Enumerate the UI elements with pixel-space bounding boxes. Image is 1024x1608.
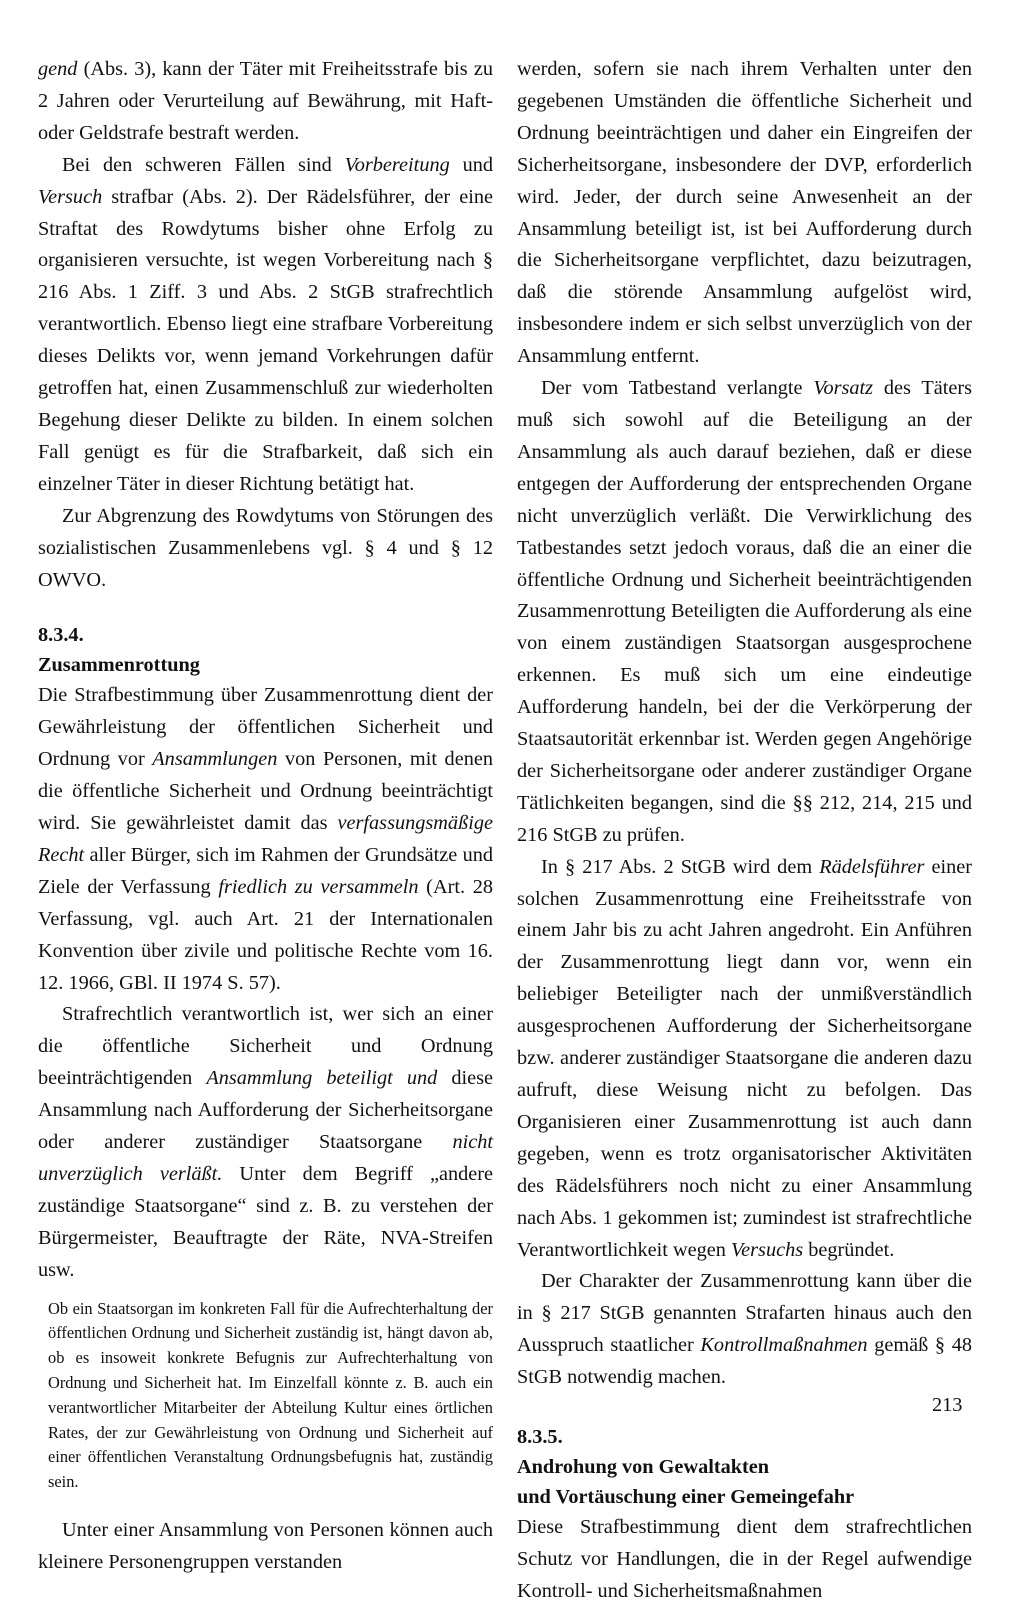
paragraph <box>517 852 972 1267</box>
left-column <box>38 54 493 1579</box>
paragraph <box>38 54 493 150</box>
text-run: und <box>449 153 493 176</box>
text-run: werden, sofern sie nach ihrem Verhalten unter den gegebenen Umständen die öffentliche Sicherheit und Ordnung beeinträchtigen und daher ein Eingreifen der Sicherheitsorgane, insbesondere der DVP, erforderlich wird. Jeder, der durch seine Anwesenheit an der Ansammlung beteiligt ist, ist bei Aufforderung durch die Sicherheitsorgane verpflichtet, dazu beizutragen, daß die störende Ansammlung aufgelöst wird, insbesondere indem er sich selbst unverzüglich von der Ansammlung entfernt. <box>517 58 972 368</box>
paragraph <box>38 680 493 999</box>
text-run: Unter einer Ansammlung von Personen können auch kleinere Personengruppen verstanden <box>38 1519 493 1573</box>
emphasis-text: gend <box>38 58 78 80</box>
section-title: Androhung von Gewaltakten <box>517 1456 770 1479</box>
section-number: 8.3.5. <box>517 1426 563 1449</box>
paragraph <box>517 373 972 852</box>
emphasis-text: Rädelsführer <box>819 855 925 878</box>
right-column <box>517 54 972 1608</box>
text-run: Bei den schweren Fällen sind <box>62 153 345 176</box>
section-title: Zusammenrottung <box>38 654 200 677</box>
text-run: begründet. <box>803 1238 895 1261</box>
small-print-note <box>48 1297 493 1495</box>
text-run: Unter dem Begriff „andere zuständige Staatsorgane“ sind z. B. zu verstehen der Bürgermeister, Beauftragte der Räte, NVA-Streifen usw. <box>38 1163 493 1281</box>
paragraph <box>38 150 493 501</box>
emphasis-text: Ansammlungen <box>152 748 278 771</box>
paragraph <box>38 1515 493 1579</box>
emphasis-text: nicht unverzüglich verläßt. <box>38 1131 493 1185</box>
text-run: In § 217 Abs. 2 StGB wird dem <box>541 855 820 878</box>
emphasis-text: Versuch <box>38 185 103 208</box>
text-run: einer solchen Zusammenrottung eine Freiheitsstrafe von einem Jahr bis zu acht Jahren angedroht. Ein Anführen der Zusammenrottung liegt dann vor, wenn ein beliebiger Beteiligter nach der unmißverständlich ausgesprochenen Aufforderung der Sicherheitsorgane bzw. anderer zuständiger Staatsorgane die anderen dazu aufruft, diese Weisung nicht zu befolgen. Das Organisieren einer Zusammenrottung ist auch dann gegeben, wenn es trotz organisatorischer Aktivitäten des Rädelsführers noch nicht zu einer Ansammlung nach Abs. 1 gekommen ist; zumindest ist strafrechtliche Verantwortlichkeit wegen <box>517 855 972 1261</box>
section-title: und Vortäuschung einer Gemeingefahr <box>517 1486 855 1509</box>
text-run: (Abs. 3), kann der Täter mit Freiheitsstrafe bis zu 2 Jahren oder Verurteilung auf Bewährung, mit Haft- oder Geldstrafe bestraft werden. <box>38 58 493 144</box>
text-run: Der Charakter der Zusammenrottung kann über die in § 217 StGB genannten Strafarten hinaus auch den Ausspruch staatlicher <box>517 1270 972 1357</box>
paragraph <box>38 501 493 597</box>
paragraph <box>517 1266 972 1394</box>
text-run: Der vom Tatbestand verlangte <box>541 377 814 400</box>
text-run: (Art. 28 Verfassung, vgl. auch Art. 21 der Internationalen Konvention über zivile und politische Rechte vom 16. 12. 1966, GBl. II 1974 S. 57). <box>38 875 494 994</box>
text-run: des Täters muß sich sowohl auf die Beteiligung an der Ansammlung als auch darauf beziehen, daß er diese entgegen der Aufforderung der entsprechenden Organe nicht unverzüglich verläßt. Die Verwirklichung des Tatbestandes setzt jedoch voraus, daß die an einer die öffentliche Ordnung und Sicherheit beeinträchtigenden Zusammenrottung Beteiligten die Aufforderung als eine von einem zuständigen Staatsorgan ausgesprochene erkennen. Es muß sich um eine eindeutige Aufforderung handeln, bei der die Verkörperung der Staatsautorität erkennbar ist. Werden gegen Angehörige der Sicherheitsorgane oder anderer zuständiger Organe Tätlichkeiten begangen, sind die §§ 212, 214, 215 und 216 StGB zu prüfen. <box>517 377 972 846</box>
text-run: gemäß § 48 StGB notwendig machen. <box>517 1334 972 1389</box>
text-run: Zur Abgrenzung des Rowdytums von Störungen des sozialistischen Zusammenlebens vgl. § 4 und § 12 OWVO. <box>38 504 493 591</box>
text-run: strafbar (Abs. 2). Der Rädelsführer, der eine Straftat des Rowdytums bisher ohne Erfolg zu organisieren versuchte, ist wegen Vorbereitung nach § 216 Abs. 1 Ziff. 3 und Abs. 2 StGB strafrechtlich verantwortlich. Ebenso liegt eine strafbare Vorbereitung dieses Delikts vor, wenn jemand Vorkehrungen dafür getroffen hat, einen Zusammenschluß zur wiederholten Begehung dieser Delikte zu bilden. In einem solchen Fall genügt es für die Strafbarkeit, daß sich ein einzelner Täter in dieser Richtung betätigt hat. <box>38 185 493 495</box>
text-run: Die Strafbestimmung über Zusammenrottung dient der Gewährleistung der öffentlichen Sicherheit und Ordnung vor <box>38 684 493 771</box>
text-run: diese Ansammlung nach Aufforderung der Sicherheitsorgane oder anderer zuständiger Staatsorgane <box>38 1067 494 1154</box>
text-run: aller Bürger, sich im Rahmen der Grundsätze und Ziele der Verfassung <box>38 843 493 898</box>
emphasis-text: friedlich zu versammeln <box>218 875 419 898</box>
page-number: 213 <box>932 1394 963 1416</box>
emphasis-text: verfassungsmäßige Recht <box>38 812 493 866</box>
text-run: Diese Strafbestimmung dient dem strafrechtlichen Schutz vor Handlungen, die in der Regel aufwendige Kontroll- und Sicherheitsmaßnahmen <box>517 1516 972 1602</box>
text-run: von Personen, mit denen die öffentliche Sicherheit und Ordnung beeinträchtigt wird. Sie gewährleistet damit das <box>38 748 493 835</box>
emphasis-text: Ansammlung beteiligt und <box>206 1067 438 1090</box>
emphasis-text: Kontrollmaßnahmen <box>700 1334 868 1357</box>
paragraph <box>517 54 972 373</box>
paragraph <box>38 999 493 1286</box>
paragraph <box>517 1512 972 1608</box>
emphasis-text: Vorbereitung <box>344 153 450 176</box>
section-number: 8.3.4. <box>38 624 84 647</box>
text-run: Ob ein Staatsorgan im konkreten Fall für die Aufrechterhaltung der öffentlichen Ordnung und Sicherheit zuständig ist, hängt davon ab, ob es insoweit konkrete Befugnis zur Aufrechterhaltung von Ordnung und Sicherheit hat. Im Einzelfall könnte z. B. auch ein verantwortlicher Mitarbeiter der Abteilung Kultur eines örtlichen Rates, der zur Gewährleistung von Ordnung und Sicherheit auf einer öffentlichen Veranstaltung Ordnungsbefugnis hat, zuständig sein. <box>48 1298 493 1492</box>
text-run: Strafrechtlich verantwortlich ist, wer sich an einer die öffentliche Sicherheit und Ordnung beeinträchtigenden <box>38 1003 493 1090</box>
emphasis-text: Vorsatz <box>813 377 874 400</box>
emphasis-text: Versuchs <box>731 1238 804 1261</box>
